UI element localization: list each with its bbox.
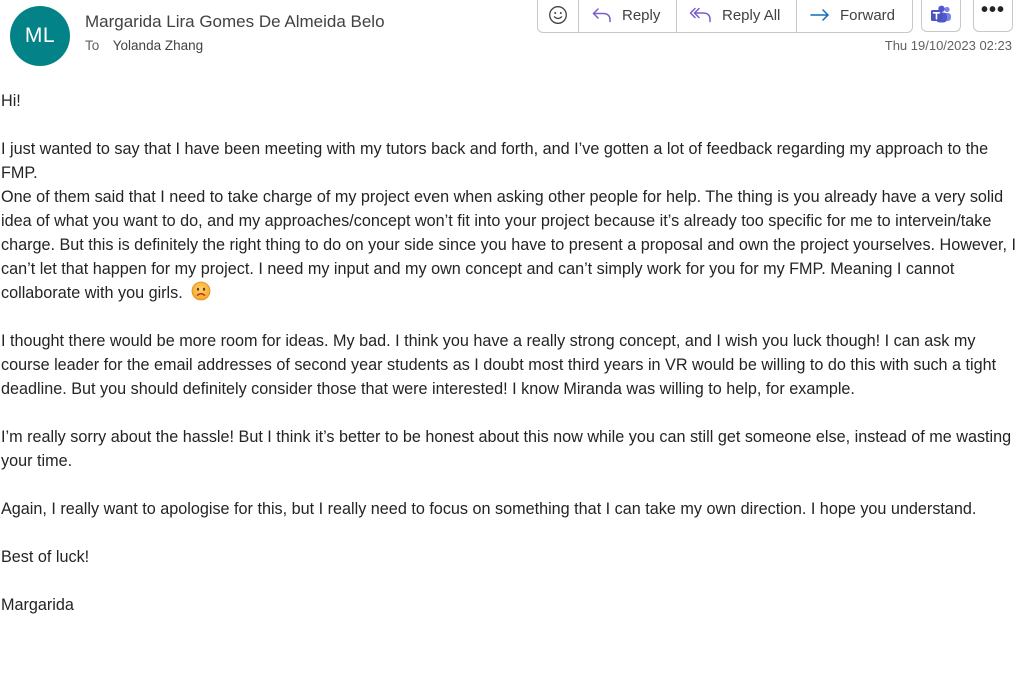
forward-button[interactable]	[796, 0, 912, 32]
sender-avatar[interactable]	[10, 6, 70, 66]
message-actions	[537, 0, 913, 33]
more-icon: •••	[980, 0, 1005, 21]
avatar-initials: ML	[24, 24, 56, 47]
reply-all-label: Reply All	[722, 6, 781, 24]
signature: Margarida	[1, 596, 74, 614]
react-button[interactable]	[538, 0, 578, 32]
reply-label: Reply	[622, 6, 661, 24]
body-paragraph-2: I thought there would be more room for ideas. My bad. I think you have a really strong concept, and I wish you luck though! I can ask my course leader for the email addresses of second year students as I doubt most third years in VR would be willing to do this with such a tight deadline. But you should definitely consider those that were interested! I know Miranda was willing to help, for example.	[1, 332, 997, 398]
sent-timestamp: Thu 19/10/2023 02:23	[884, 38, 1012, 53]
message-header	[0, 0, 1024, 70]
reply-all-icon	[689, 6, 713, 24]
body-paragraph-1	[1, 137, 1019, 305]
to-label: To	[85, 38, 100, 53]
paragraph-1-line-1: I just wanted to say that I have been meeting with my tutors back and forth, and I’ve gotten a lot of feedback regarding my approach to the FMP.	[1, 140, 989, 182]
paragraph-1-line-2: One of them said that I need to take charge of my project even when asking other people for help. The thing is you already have a very solid idea of what you want to do, and my approaches/concept won’t fit into your project because it’s already too specific for me to intervein/take charge. But this is definitely the right thing to do on your side since you have to present a proposal and own the project yourselves. However, I can’t let that happen for my project. I need my input and my own concept and can’t simply work for you for my FMP. Meaning I cannot collaborate with you girls.	[1, 188, 1016, 302]
teams-icon	[930, 5, 952, 25]
message-body	[1, 89, 1019, 641]
forward-label: Forward	[840, 6, 896, 24]
forward-arrow-icon	[809, 6, 831, 24]
smiley-icon	[548, 5, 568, 25]
body-paragraph-4: Again, I really want to apologise for this, but I really need to focus on something that I can take my own direction. I hope you understand.	[1, 500, 977, 518]
closing: Best of luck!	[1, 548, 90, 566]
body-paragraph-3: I’m really sorry about the hassle! But I think it’s better to be honest about this now while you can still get someone else, instead of me wasting your time.	[1, 428, 1012, 470]
greeting: Hi!	[1, 92, 21, 110]
more-actions-button[interactable]	[973, 0, 1013, 32]
reply-all-button[interactable]	[676, 0, 796, 32]
reply-button[interactable]	[578, 0, 676, 32]
frowning-face-emoji	[191, 281, 211, 301]
reply-icon	[591, 6, 613, 24]
teams-button[interactable]	[921, 0, 961, 32]
recipient-line	[85, 38, 203, 53]
recipient-name[interactable]: Yolanda Zhang	[112, 38, 204, 53]
sender-name[interactable]: Margarida Lira Gomes De Almeida Belo	[85, 12, 385, 31]
